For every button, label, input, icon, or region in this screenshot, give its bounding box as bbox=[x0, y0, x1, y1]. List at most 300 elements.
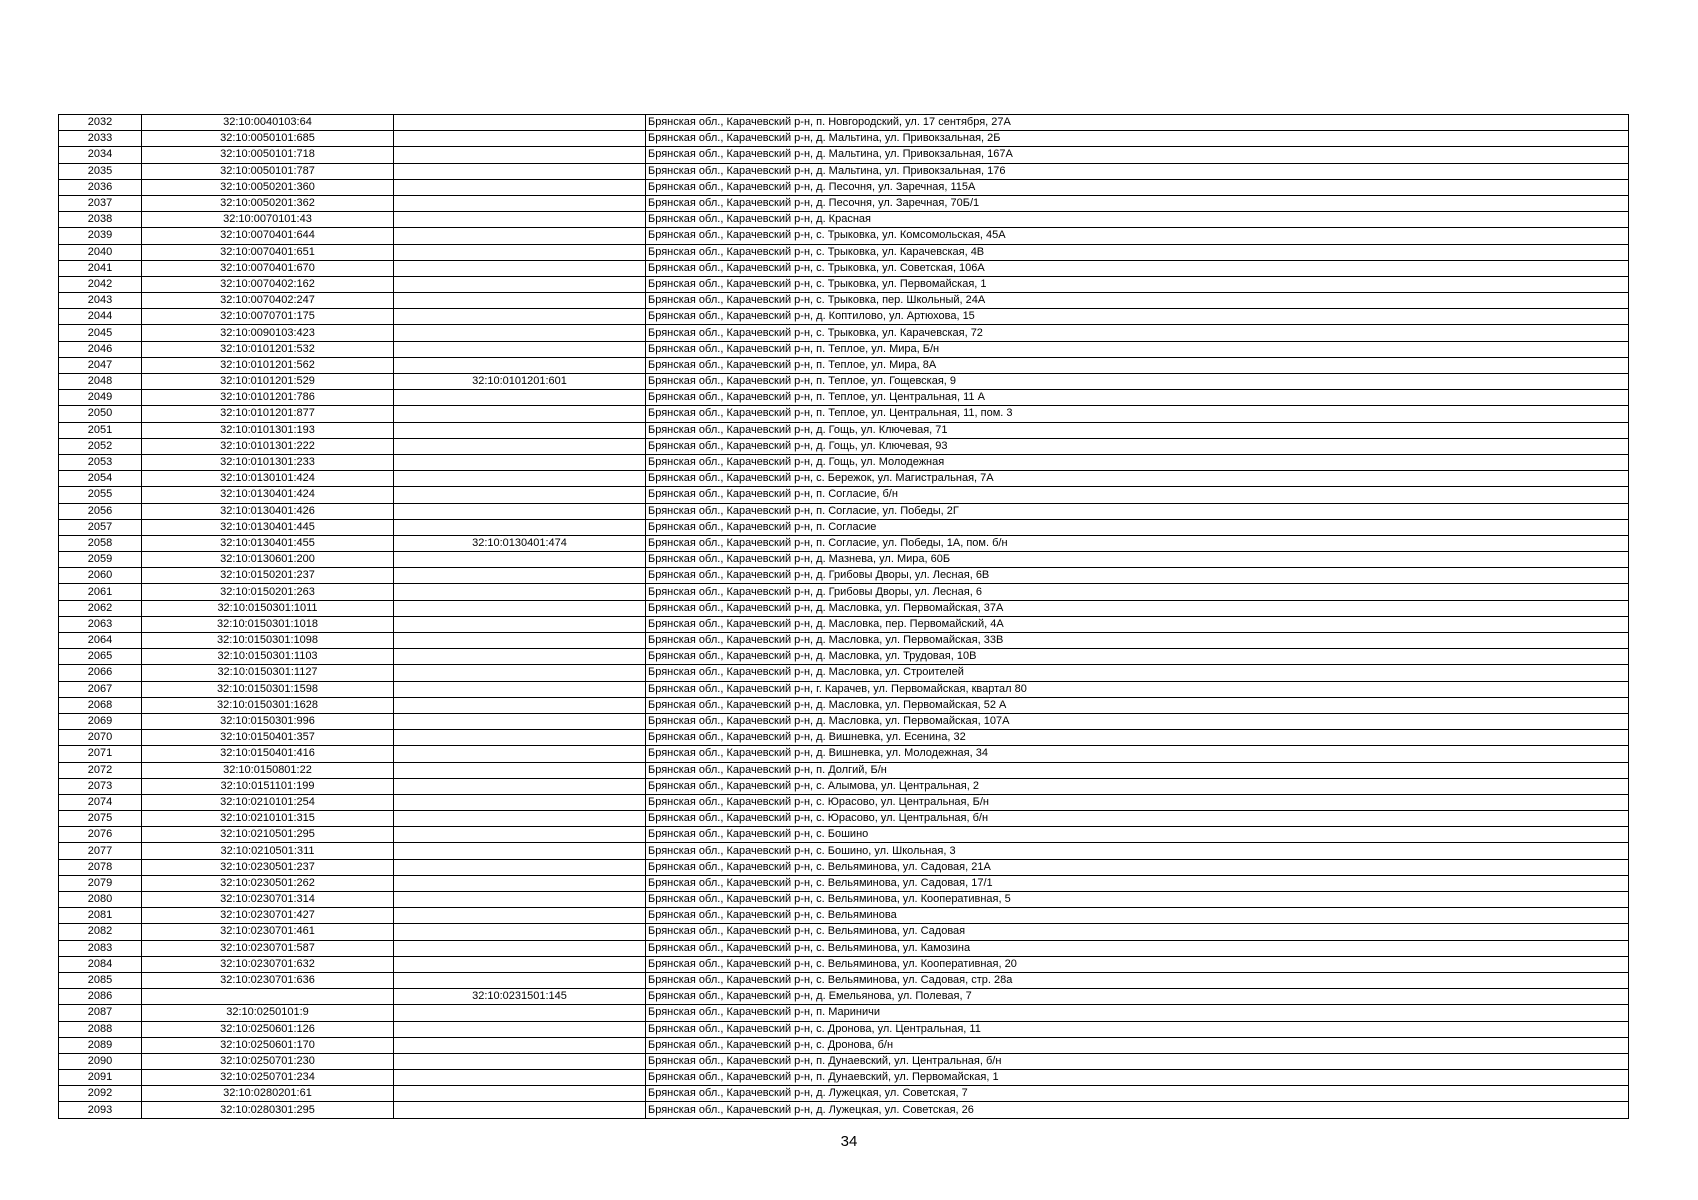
row-number-cell: 2071 bbox=[59, 746, 142, 762]
related-cadastral-number-cell bbox=[394, 584, 646, 600]
row-number-cell: 2057 bbox=[59, 519, 142, 535]
cadastral-number-cell: 32:10:0101301:233 bbox=[142, 454, 394, 470]
row-number-cell: 2083 bbox=[59, 940, 142, 956]
address-cell: Брянская обл., Карачевский р-н, п. Долгий, Б/н bbox=[646, 762, 1629, 778]
table-row bbox=[59, 438, 1629, 454]
table-row bbox=[59, 309, 1629, 325]
address-cell: Брянская обл., Карачевский р-н, д. Мальтина, ул. Привокзальная, 176 bbox=[646, 163, 1629, 179]
address-cell: Брянская обл., Карачевский р-н, д. Лужецкая, ул. Советская, 7 bbox=[646, 1086, 1629, 1102]
address-cell: Брянская обл., Карачевский р-н, с. Трыковка, ул. Карачевская, 4В bbox=[646, 244, 1629, 260]
row-number-cell: 2067 bbox=[59, 681, 142, 697]
address-cell: Брянская обл., Карачевский р-н, п. Согласие, ул. Победы, 2Г bbox=[646, 503, 1629, 519]
cadastral-number-cell: 32:10:0040103:64 bbox=[142, 115, 394, 131]
row-number-cell: 2076 bbox=[59, 827, 142, 843]
address-cell: Брянская обл., Карачевский р-н, д. Мазнева, ул. Мира, 60Б bbox=[646, 552, 1629, 568]
row-number-cell: 2048 bbox=[59, 374, 142, 390]
related-cadastral-number-cell bbox=[394, 940, 646, 956]
address-cell: Брянская обл., Карачевский р-н, д. Масловка, ул. Строителей bbox=[646, 665, 1629, 681]
cadastral-number-cell: 32:10:0230701:636 bbox=[142, 972, 394, 988]
row-number-cell: 2038 bbox=[59, 212, 142, 228]
table-row bbox=[59, 535, 1629, 551]
row-number-cell: 2045 bbox=[59, 325, 142, 341]
cadastral-number-cell: 32:10:0230701:427 bbox=[142, 908, 394, 924]
row-number-cell: 2060 bbox=[59, 568, 142, 584]
table-row bbox=[59, 293, 1629, 309]
row-number-cell: 2053 bbox=[59, 454, 142, 470]
related-cadastral-number-cell bbox=[394, 956, 646, 972]
address-cell: Брянская обл., Карачевский р-н, д. Мальтина, ул. Привокзальная, 167А bbox=[646, 147, 1629, 163]
row-number-cell: 2092 bbox=[59, 1086, 142, 1102]
related-cadastral-number-cell bbox=[394, 697, 646, 713]
table-row bbox=[59, 487, 1629, 503]
row-number-cell: 2066 bbox=[59, 665, 142, 681]
table-row bbox=[59, 195, 1629, 211]
cadastral-number-cell: 32:10:0101201:786 bbox=[142, 390, 394, 406]
address-cell: Брянская обл., Карачевский р-н, д. Лужецкая, ул. Советская, 26 bbox=[646, 1102, 1629, 1118]
related-cadastral-number-cell bbox=[394, 1053, 646, 1069]
related-cadastral-number-cell bbox=[394, 568, 646, 584]
address-cell: Брянская обл., Карачевский р-н, с. Дронова, б/н bbox=[646, 1037, 1629, 1053]
table-row bbox=[59, 147, 1629, 163]
page-number: 34 bbox=[840, 1133, 858, 1150]
related-cadastral-number-cell: 32:10:0130401:474 bbox=[394, 535, 646, 551]
table-row bbox=[59, 584, 1629, 600]
related-cadastral-number-cell: 32:10:0231501:145 bbox=[394, 989, 646, 1005]
address-cell: Брянская обл., Карачевский р-н, с. Юрасово, ул. Центральная, б/н bbox=[646, 811, 1629, 827]
row-number-cell: 2084 bbox=[59, 956, 142, 972]
related-cadastral-number-cell bbox=[394, 892, 646, 908]
table-row bbox=[59, 713, 1629, 729]
table-row bbox=[59, 762, 1629, 778]
address-cell: Брянская обл., Карачевский р-н, с. Вельяминова, ул. Камозина bbox=[646, 940, 1629, 956]
related-cadastral-number-cell bbox=[394, 341, 646, 357]
related-cadastral-number-cell bbox=[394, 422, 646, 438]
cadastral-number-cell bbox=[142, 989, 394, 1005]
row-number-cell: 2034 bbox=[59, 147, 142, 163]
address-cell: Брянская обл., Карачевский р-н, д. Коптилово, ул. Артюхова, 15 bbox=[646, 309, 1629, 325]
cadastral-number-cell: 32:10:0050101:685 bbox=[142, 131, 394, 147]
table-row bbox=[59, 908, 1629, 924]
related-cadastral-number-cell bbox=[394, 778, 646, 794]
address-cell: Брянская обл., Карачевский р-н, п. Теплое, ул. Центральная, 11 А bbox=[646, 390, 1629, 406]
related-cadastral-number-cell bbox=[394, 713, 646, 729]
address-cell: Брянская обл., Карачевский р-н, с. Трыковка, ул. Советская, 106А bbox=[646, 260, 1629, 276]
address-cell: Брянская обл., Карачевский р-н, д. Грибовы Дворы, ул. Лесная, 6 bbox=[646, 584, 1629, 600]
address-cell: Брянская обл., Карачевский р-н, д. Песочня, ул. Заречная, 115А bbox=[646, 179, 1629, 195]
cadastral-number-cell: 32:10:0150401:416 bbox=[142, 746, 394, 762]
table-row bbox=[59, 260, 1629, 276]
table-row bbox=[59, 1053, 1629, 1069]
row-number-cell: 2046 bbox=[59, 341, 142, 357]
cadastral-number-cell: 32:10:0130401:455 bbox=[142, 535, 394, 551]
row-number-cell: 2041 bbox=[59, 260, 142, 276]
row-number-cell: 2075 bbox=[59, 811, 142, 827]
row-number-cell: 2082 bbox=[59, 924, 142, 940]
row-number-cell: 2061 bbox=[59, 584, 142, 600]
address-cell: Брянская обл., Карачевский р-н, п. Дунаевский, ул. Первомайская, 1 bbox=[646, 1070, 1629, 1086]
address-cell: Брянская обл., Карачевский р-н, п. Новгородский, ул. 17 сентября, 27А bbox=[646, 115, 1629, 131]
address-cell: Брянская обл., Карачевский р-н, с. Вельяминова, ул. Садовая, стр. 28а bbox=[646, 972, 1629, 988]
row-number-cell: 2062 bbox=[59, 600, 142, 616]
related-cadastral-number-cell bbox=[394, 827, 646, 843]
row-number-cell: 2087 bbox=[59, 1005, 142, 1021]
row-number-cell: 2055 bbox=[59, 487, 142, 503]
related-cadastral-number-cell bbox=[394, 746, 646, 762]
table-row bbox=[59, 746, 1629, 762]
row-number-cell: 2070 bbox=[59, 730, 142, 746]
related-cadastral-number-cell bbox=[394, 600, 646, 616]
table-row bbox=[59, 649, 1629, 665]
table-row bbox=[59, 374, 1629, 390]
property-table-body bbox=[59, 115, 1629, 1119]
address-cell: Брянская обл., Карачевский р-н, с. Вельяминова bbox=[646, 908, 1629, 924]
related-cadastral-number-cell bbox=[394, 454, 646, 470]
related-cadastral-number-cell bbox=[394, 503, 646, 519]
address-cell: Брянская обл., Карачевский р-н, п. Согласие, ул. Победы, 1А, пом. б/н bbox=[646, 535, 1629, 551]
table-row bbox=[59, 163, 1629, 179]
related-cadastral-number-cell bbox=[394, 665, 646, 681]
row-number-cell: 2077 bbox=[59, 843, 142, 859]
cadastral-number-cell: 32:10:0230701:587 bbox=[142, 940, 394, 956]
row-number-cell: 2068 bbox=[59, 697, 142, 713]
cadastral-number-cell: 32:10:0150301:1018 bbox=[142, 616, 394, 632]
table-row bbox=[59, 843, 1629, 859]
cadastral-number-cell: 32:10:0070401:644 bbox=[142, 228, 394, 244]
row-number-cell: 2074 bbox=[59, 794, 142, 810]
address-cell: Брянская обл., Карачевский р-н, с. Юрасово, ул. Центральная, Б/н bbox=[646, 794, 1629, 810]
cadastral-number-cell: 32:10:0250701:234 bbox=[142, 1070, 394, 1086]
table-row bbox=[59, 827, 1629, 843]
table-row bbox=[59, 454, 1629, 470]
related-cadastral-number-cell bbox=[394, 649, 646, 665]
related-cadastral-number-cell: 32:10:0101201:601 bbox=[394, 374, 646, 390]
address-cell: Брянская обл., Карачевский р-н, д. Вишневка, ул. Молодежная, 34 bbox=[646, 746, 1629, 762]
related-cadastral-number-cell bbox=[394, 1037, 646, 1053]
related-cadastral-number-cell bbox=[394, 1070, 646, 1086]
cadastral-number-cell: 32:10:0070101:43 bbox=[142, 212, 394, 228]
cadastral-number-cell: 32:10:0150301:1598 bbox=[142, 681, 394, 697]
address-cell: Брянская обл., Карачевский р-н, с. Вельяминова, ул. Садовая, 21А bbox=[646, 859, 1629, 875]
address-cell: Брянская обл., Карачевский р-н, п. Мариничи bbox=[646, 1005, 1629, 1021]
related-cadastral-number-cell bbox=[394, 730, 646, 746]
address-cell: Брянская обл., Карачевский р-н, с. Трыковка, пер. Школьный, 24А bbox=[646, 293, 1629, 309]
related-cadastral-number-cell bbox=[394, 390, 646, 406]
table-row bbox=[59, 681, 1629, 697]
cadastral-number-cell: 32:10:0230701:314 bbox=[142, 892, 394, 908]
related-cadastral-number-cell bbox=[394, 471, 646, 487]
cadastral-number-cell: 32:10:0070402:247 bbox=[142, 293, 394, 309]
address-cell: Брянская обл., Карачевский р-н, д. Масловка, пер. Первомайский, 4А bbox=[646, 616, 1629, 632]
cadastral-number-cell: 32:10:0150201:263 bbox=[142, 584, 394, 600]
cadastral-number-cell: 32:10:0250601:126 bbox=[142, 1021, 394, 1037]
table-row bbox=[59, 811, 1629, 827]
row-number-cell: 2039 bbox=[59, 228, 142, 244]
related-cadastral-number-cell bbox=[394, 1102, 646, 1118]
address-cell: Брянская обл., Карачевский р-н, д. Емельянова, ул. Полевая, 7 bbox=[646, 989, 1629, 1005]
table-row bbox=[59, 568, 1629, 584]
row-number-cell: 2079 bbox=[59, 875, 142, 891]
related-cadastral-number-cell bbox=[394, 406, 646, 422]
related-cadastral-number-cell bbox=[394, 762, 646, 778]
table-row bbox=[59, 357, 1629, 373]
address-cell: Брянская обл., Карачевский р-н, с. Трыковка, ул. Комсомольская, 45А bbox=[646, 228, 1629, 244]
table-row bbox=[59, 341, 1629, 357]
row-number-cell: 2078 bbox=[59, 859, 142, 875]
row-number-cell: 2090 bbox=[59, 1053, 142, 1069]
related-cadastral-number-cell bbox=[394, 859, 646, 875]
row-number-cell: 2032 bbox=[59, 115, 142, 131]
row-number-cell: 2042 bbox=[59, 276, 142, 292]
cadastral-number-cell: 32:10:0150801:22 bbox=[142, 762, 394, 778]
address-cell: Брянская обл., Карачевский р-н, д. Масловка, ул. Трудовая, 10В bbox=[646, 649, 1629, 665]
cadastral-number-cell: 32:10:0150301:1098 bbox=[142, 633, 394, 649]
row-number-cell: 2085 bbox=[59, 972, 142, 988]
related-cadastral-number-cell bbox=[394, 811, 646, 827]
table-row bbox=[59, 1102, 1629, 1118]
related-cadastral-number-cell bbox=[394, 179, 646, 195]
cadastral-number-cell: 32:10:0230501:262 bbox=[142, 875, 394, 891]
address-cell: Брянская обл., Карачевский р-н, с. Вельяминова, ул. Кооперативная, 20 bbox=[646, 956, 1629, 972]
related-cadastral-number-cell bbox=[394, 309, 646, 325]
table-row bbox=[59, 892, 1629, 908]
address-cell: Брянская обл., Карачевский р-н, д. Масловка, ул. Первомайская, 37А bbox=[646, 600, 1629, 616]
related-cadastral-number-cell bbox=[394, 195, 646, 211]
related-cadastral-number-cell bbox=[394, 616, 646, 632]
table-row bbox=[59, 859, 1629, 875]
related-cadastral-number-cell bbox=[394, 212, 646, 228]
row-number-cell: 2049 bbox=[59, 390, 142, 406]
related-cadastral-number-cell bbox=[394, 875, 646, 891]
row-number-cell: 2035 bbox=[59, 163, 142, 179]
cadastral-number-cell: 32:10:0150301:1628 bbox=[142, 697, 394, 713]
row-number-cell: 2050 bbox=[59, 406, 142, 422]
row-number-cell: 2040 bbox=[59, 244, 142, 260]
table-row bbox=[59, 406, 1629, 422]
table-row bbox=[59, 600, 1629, 616]
cadastral-number-cell: 32:10:0210101:315 bbox=[142, 811, 394, 827]
related-cadastral-number-cell bbox=[394, 163, 646, 179]
cadastral-number-cell: 32:10:0150401:357 bbox=[142, 730, 394, 746]
address-cell: Брянская обл., Карачевский р-н, п. Согласие bbox=[646, 519, 1629, 535]
table-row bbox=[59, 1037, 1629, 1053]
cadastral-number-cell: 32:10:0150301:1011 bbox=[142, 600, 394, 616]
cadastral-number-cell: 32:10:0230701:632 bbox=[142, 956, 394, 972]
related-cadastral-number-cell bbox=[394, 1086, 646, 1102]
cadastral-number-cell: 32:10:0280301:295 bbox=[142, 1102, 394, 1118]
table-row bbox=[59, 519, 1629, 535]
related-cadastral-number-cell bbox=[394, 519, 646, 535]
related-cadastral-number-cell bbox=[394, 487, 646, 503]
table-row bbox=[59, 665, 1629, 681]
address-cell: Брянская обл., Карачевский р-н, д. Гощь, ул. Молодежная bbox=[646, 454, 1629, 470]
related-cadastral-number-cell bbox=[394, 260, 646, 276]
table-row bbox=[59, 325, 1629, 341]
table-row bbox=[59, 989, 1629, 1005]
related-cadastral-number-cell bbox=[394, 1005, 646, 1021]
cadastral-number-cell: 32:10:0150301:1103 bbox=[142, 649, 394, 665]
cadastral-number-cell: 32:10:0150201:237 bbox=[142, 568, 394, 584]
table-row bbox=[59, 940, 1629, 956]
table-row bbox=[59, 633, 1629, 649]
cadastral-number-cell: 32:10:0050101:718 bbox=[142, 147, 394, 163]
cadastral-number-cell: 32:10:0101201:877 bbox=[142, 406, 394, 422]
row-number-cell: 2065 bbox=[59, 649, 142, 665]
row-number-cell: 2052 bbox=[59, 438, 142, 454]
cadastral-number-cell: 32:10:0090103:423 bbox=[142, 325, 394, 341]
cadastral-number-cell: 32:10:0101301:222 bbox=[142, 438, 394, 454]
related-cadastral-number-cell bbox=[394, 147, 646, 163]
row-number-cell: 2037 bbox=[59, 195, 142, 211]
row-number-cell: 2081 bbox=[59, 908, 142, 924]
cadastral-number-cell: 32:10:0210501:311 bbox=[142, 843, 394, 859]
address-cell: Брянская обл., Карачевский р-н, д. Мальтина, ул. Привокзальная, 2Б bbox=[646, 131, 1629, 147]
row-number-cell: 2043 bbox=[59, 293, 142, 309]
row-number-cell: 2063 bbox=[59, 616, 142, 632]
cadastral-number-cell: 32:10:0050201:360 bbox=[142, 179, 394, 195]
cadastral-number-cell: 32:10:0101301:193 bbox=[142, 422, 394, 438]
table-row bbox=[59, 276, 1629, 292]
cadastral-number-cell: 32:10:0130601:200 bbox=[142, 552, 394, 568]
related-cadastral-number-cell bbox=[394, 794, 646, 810]
cadastral-number-cell: 32:10:0150301:1127 bbox=[142, 665, 394, 681]
property-table bbox=[58, 114, 1629, 1119]
cadastral-number-cell: 32:10:0130401:426 bbox=[142, 503, 394, 519]
row-number-cell: 2069 bbox=[59, 713, 142, 729]
address-cell: Брянская обл., Карачевский р-н, г. Карачев, ул. Первомайская, квартал 80 bbox=[646, 681, 1629, 697]
cadastral-number-cell: 32:10:0070401:651 bbox=[142, 244, 394, 260]
cadastral-number-cell: 32:10:0101201:532 bbox=[142, 341, 394, 357]
address-cell: Брянская обл., Карачевский р-н, д. Грибовы Дворы, ул. Лесная, 6В bbox=[646, 568, 1629, 584]
cadastral-number-cell: 32:10:0101201:529 bbox=[142, 374, 394, 390]
row-number-cell: 2073 bbox=[59, 778, 142, 794]
address-cell: Брянская обл., Карачевский р-н, с. Дронова, ул. Центральная, 11 bbox=[646, 1021, 1629, 1037]
table-row bbox=[59, 179, 1629, 195]
related-cadastral-number-cell bbox=[394, 908, 646, 924]
row-number-cell: 2093 bbox=[59, 1102, 142, 1118]
cadastral-number-cell: 32:10:0070401:670 bbox=[142, 260, 394, 276]
address-cell: Брянская обл., Карачевский р-н, с. Бошино bbox=[646, 827, 1629, 843]
address-cell: Брянская обл., Карачевский р-н, п. Теплое, ул. Мира, 8А bbox=[646, 357, 1629, 373]
related-cadastral-number-cell bbox=[394, 633, 646, 649]
related-cadastral-number-cell bbox=[394, 325, 646, 341]
address-cell: Брянская обл., Карачевский р-н, п. Теплое, ул. Гощевская, 9 bbox=[646, 374, 1629, 390]
address-cell: Брянская обл., Карачевский р-н, д. Масловка, ул. Первомайская, 52 А bbox=[646, 697, 1629, 713]
table-row bbox=[59, 503, 1629, 519]
cadastral-number-cell: 32:10:0101201:562 bbox=[142, 357, 394, 373]
table-row bbox=[59, 212, 1629, 228]
row-number-cell: 2036 bbox=[59, 179, 142, 195]
row-number-cell: 2059 bbox=[59, 552, 142, 568]
row-number-cell: 2047 bbox=[59, 357, 142, 373]
row-number-cell: 2058 bbox=[59, 535, 142, 551]
related-cadastral-number-cell bbox=[394, 293, 646, 309]
row-number-cell: 2088 bbox=[59, 1021, 142, 1037]
cadastral-number-cell: 32:10:0151101:199 bbox=[142, 778, 394, 794]
related-cadastral-number-cell bbox=[394, 357, 646, 373]
table-row bbox=[59, 1005, 1629, 1021]
address-cell: Брянская обл., Карачевский р-н, с. Вельяминова, ул. Садовая bbox=[646, 924, 1629, 940]
row-number-cell: 2056 bbox=[59, 503, 142, 519]
address-cell: Брянская обл., Карачевский р-н, с. Трыковка, ул. Первомайская, 1 bbox=[646, 276, 1629, 292]
address-cell: Брянская обл., Карачевский р-н, д. Вишневка, ул. Есенина, 32 bbox=[646, 730, 1629, 746]
cadastral-number-cell: 32:10:0150301:996 bbox=[142, 713, 394, 729]
related-cadastral-number-cell bbox=[394, 552, 646, 568]
table-row bbox=[59, 131, 1629, 147]
table-row bbox=[59, 778, 1629, 794]
cadastral-number-cell: 32:10:0130401:424 bbox=[142, 487, 394, 503]
table-row bbox=[59, 697, 1629, 713]
cadastral-number-cell: 32:10:0250601:170 bbox=[142, 1037, 394, 1053]
cadastral-number-cell: 32:10:0130101:424 bbox=[142, 471, 394, 487]
cadastral-number-cell: 32:10:0210501:295 bbox=[142, 827, 394, 843]
related-cadastral-number-cell bbox=[394, 681, 646, 697]
related-cadastral-number-cell bbox=[394, 972, 646, 988]
related-cadastral-number-cell bbox=[394, 228, 646, 244]
address-cell: Брянская обл., Карачевский р-н, с. Вельяминова, ул. Садовая, 17/1 bbox=[646, 875, 1629, 891]
address-cell: Брянская обл., Карачевский р-н, с. Бережок, ул. Магистральная, 7А bbox=[646, 471, 1629, 487]
table-row bbox=[59, 972, 1629, 988]
address-cell: Брянская обл., Карачевский р-н, д. Красная bbox=[646, 212, 1629, 228]
address-cell: Брянская обл., Карачевский р-н, с. Алымова, ул. Центральная, 2 bbox=[646, 778, 1629, 794]
cadastral-number-cell: 32:10:0070402:162 bbox=[142, 276, 394, 292]
table-row bbox=[59, 924, 1629, 940]
row-number-cell: 2044 bbox=[59, 309, 142, 325]
address-cell: Брянская обл., Карачевский р-н, д. Масловка, ул. Первомайская, 33В bbox=[646, 633, 1629, 649]
table-row bbox=[59, 422, 1629, 438]
row-number-cell: 2072 bbox=[59, 762, 142, 778]
table-row bbox=[59, 875, 1629, 891]
related-cadastral-number-cell bbox=[394, 131, 646, 147]
address-cell: Брянская обл., Карачевский р-н, с. Вельяминова, ул. Кооперативная, 5 bbox=[646, 892, 1629, 908]
related-cadastral-number-cell bbox=[394, 244, 646, 260]
related-cadastral-number-cell bbox=[394, 438, 646, 454]
address-cell: Брянская обл., Карачевский р-н, п. Теплое, ул. Мира, Б/н bbox=[646, 341, 1629, 357]
table-row bbox=[59, 1021, 1629, 1037]
table-row bbox=[59, 552, 1629, 568]
table-row bbox=[59, 471, 1629, 487]
address-cell: Брянская обл., Карачевский р-н, п. Дунаевский, ул. Центральная, б/н bbox=[646, 1053, 1629, 1069]
table-row bbox=[59, 730, 1629, 746]
address-cell: Брянская обл., Карачевский р-н, д. Масловка, ул. Первомайская, 107А bbox=[646, 713, 1629, 729]
row-number-cell: 2054 bbox=[59, 471, 142, 487]
address-cell: Брянская обл., Карачевский р-н, п. Теплое, ул. Центральная, 11, пом. 3 bbox=[646, 406, 1629, 422]
table-row bbox=[59, 228, 1629, 244]
row-number-cell: 2089 bbox=[59, 1037, 142, 1053]
cadastral-number-cell: 32:10:0130401:445 bbox=[142, 519, 394, 535]
cadastral-number-cell: 32:10:0250701:230 bbox=[142, 1053, 394, 1069]
cadastral-number-cell: 32:10:0050201:362 bbox=[142, 195, 394, 211]
related-cadastral-number-cell bbox=[394, 1021, 646, 1037]
row-number-cell: 2080 bbox=[59, 892, 142, 908]
cadastral-number-cell: 32:10:0210101:254 bbox=[142, 794, 394, 810]
address-cell: Брянская обл., Карачевский р-н, д. Песочня, ул. Заречная, 70Б/1 bbox=[646, 195, 1629, 211]
table-row bbox=[59, 794, 1629, 810]
table-row bbox=[59, 115, 1629, 131]
row-number-cell: 2051 bbox=[59, 422, 142, 438]
row-number-cell: 2091 bbox=[59, 1070, 142, 1086]
cadastral-number-cell: 32:10:0230701:461 bbox=[142, 924, 394, 940]
cadastral-number-cell: 32:10:0280201:61 bbox=[142, 1086, 394, 1102]
cadastral-number-cell: 32:10:0070701:175 bbox=[142, 309, 394, 325]
row-number-cell: 2033 bbox=[59, 131, 142, 147]
address-cell: Брянская обл., Карачевский р-н, с. Трыковка, ул. Карачевская, 72 bbox=[646, 325, 1629, 341]
table-row bbox=[59, 1086, 1629, 1102]
related-cadastral-number-cell bbox=[394, 843, 646, 859]
cadastral-number-cell: 32:10:0250101:9 bbox=[142, 1005, 394, 1021]
related-cadastral-number-cell bbox=[394, 924, 646, 940]
table-row bbox=[59, 244, 1629, 260]
table-row bbox=[59, 956, 1629, 972]
